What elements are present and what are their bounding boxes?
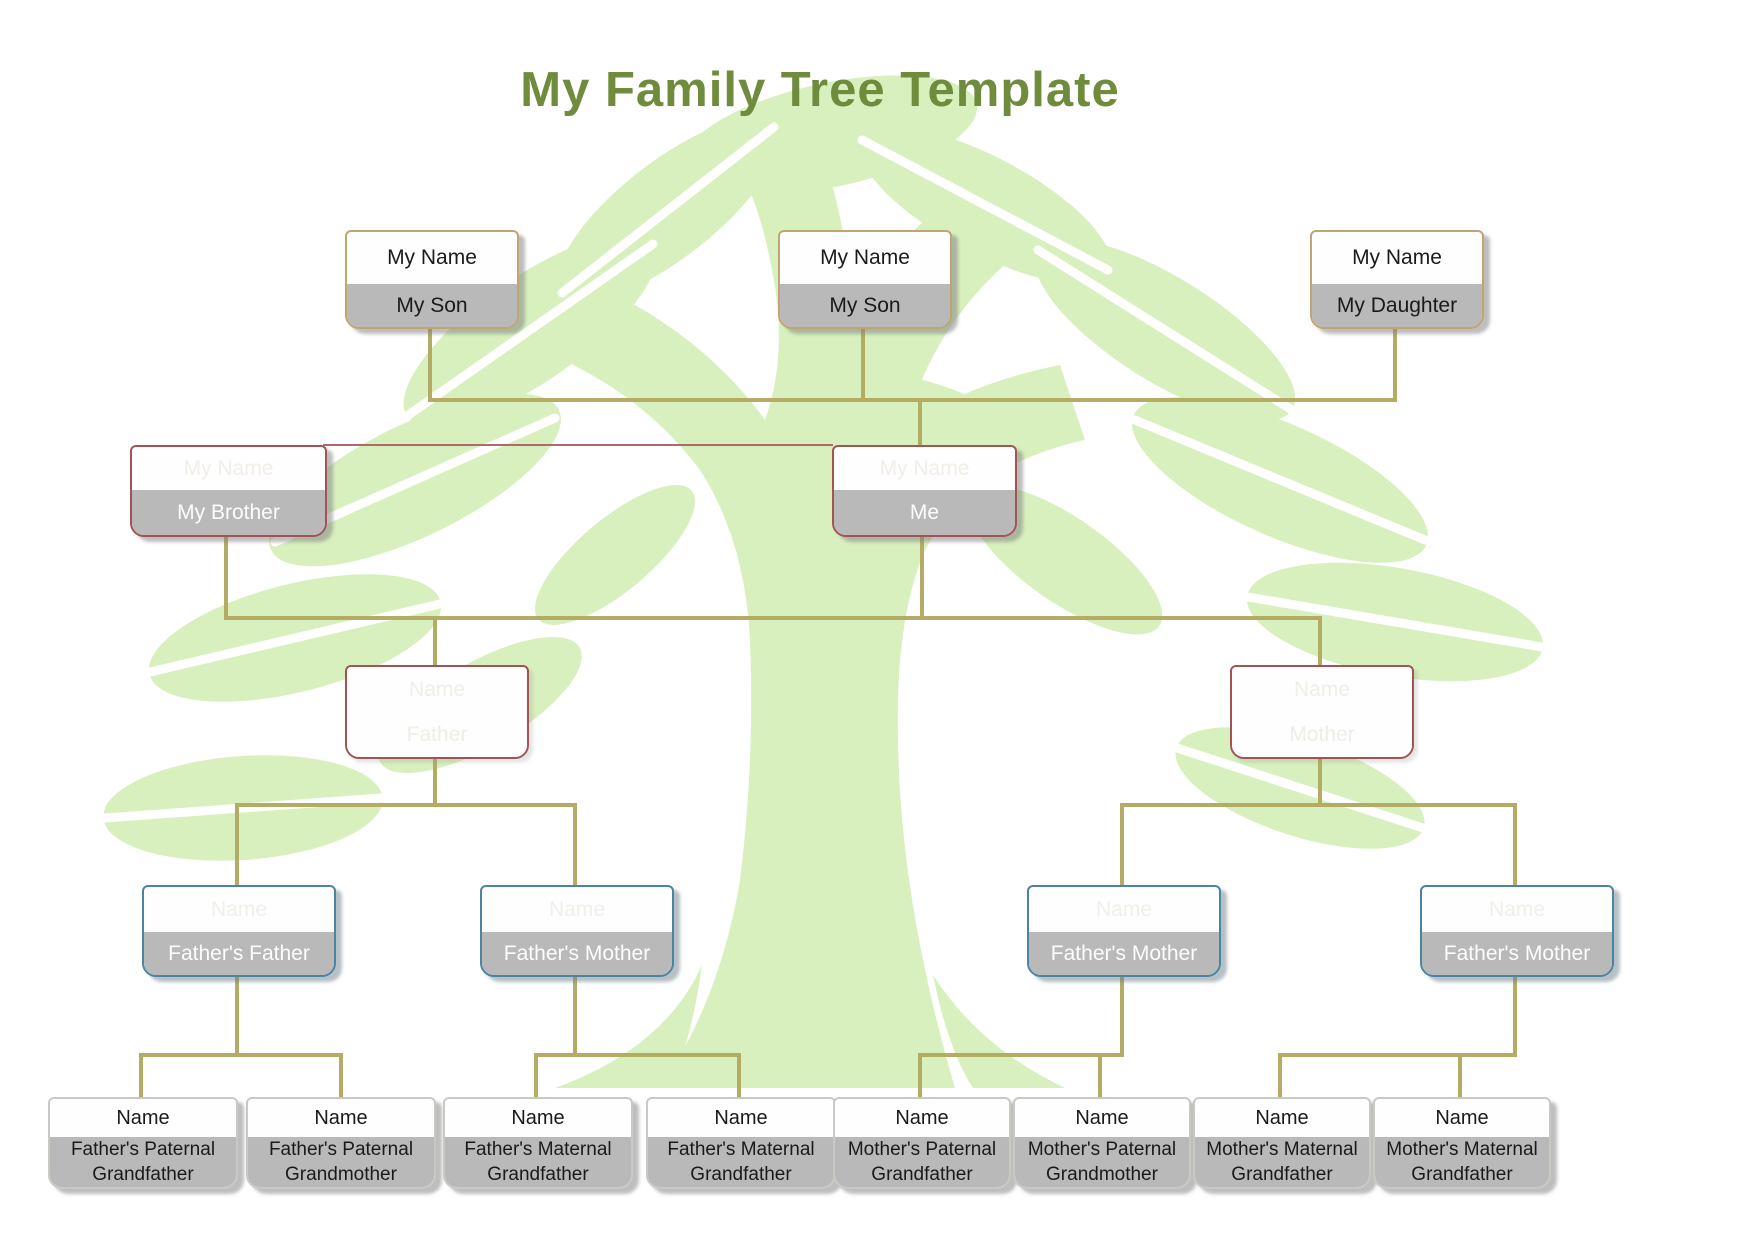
node-fathers-father[interactable] (142, 885, 336, 977)
name-field[interactable]: Name (408, 677, 466, 701)
role-field[interactable]: Me (834, 490, 1015, 535)
node-fathers-paternal-grandmother[interactable] (246, 1097, 436, 1189)
name-field[interactable]: My Name (387, 246, 477, 269)
role-field[interactable]: My Son (780, 284, 950, 327)
name-field[interactable]: My Name (1352, 246, 1442, 269)
name-field[interactable]: Name (314, 1106, 368, 1129)
name-field[interactable]: Name (1488, 897, 1546, 921)
name-field[interactable]: Name (1435, 1106, 1489, 1129)
role-field[interactable]: My Brother (132, 490, 325, 535)
node-my-son-2[interactable] (778, 230, 952, 329)
node-fathers-paternal-grandfather[interactable] (48, 1097, 238, 1189)
name-field[interactable]: Name (895, 1106, 949, 1129)
name-field[interactable]: Name (548, 897, 606, 921)
role-field[interactable]: My Daughter (1312, 284, 1482, 327)
page-title: My Family Tree Template (520, 63, 1120, 117)
node-father[interactable] (345, 665, 529, 759)
node-mother[interactable] (1230, 665, 1414, 759)
name-field[interactable]: Name (511, 1106, 565, 1129)
role-field[interactable]: My Son (347, 284, 517, 327)
name-field[interactable]: Name (1075, 1106, 1129, 1129)
role-field[interactable]: Father's Maternal Grandfather (445, 1137, 631, 1187)
name-field[interactable]: Name (1095, 897, 1153, 921)
node-fathers-mother-2[interactable] (1027, 885, 1221, 977)
node-mothers-maternal-grandfather-2[interactable] (1373, 1097, 1551, 1189)
role-field[interactable]: Mother's Paternal Grandfather (835, 1137, 1009, 1187)
node-my-brother[interactable] (130, 445, 327, 537)
role-field[interactable]: Mother's Maternal Grandfather (1195, 1137, 1369, 1187)
role-field[interactable]: Father's Mother (1422, 932, 1612, 975)
role-field[interactable]: Father's Paternal Grandfather (50, 1137, 236, 1187)
role-field[interactable]: Father's Paternal Grandmother (248, 1137, 434, 1187)
role-field[interactable]: Father (347, 712, 527, 757)
name-field[interactable]: My Name (183, 456, 274, 480)
name-field[interactable]: My Name (820, 246, 910, 269)
node-fathers-maternal-grandfather-2[interactable] (646, 1097, 836, 1189)
role-field[interactable]: Mother (1232, 712, 1412, 757)
node-fathers-mother-1[interactable] (480, 885, 674, 977)
name-field[interactable]: Name (1293, 677, 1351, 701)
node-me[interactable] (832, 445, 1017, 537)
node-fathers-mother-3[interactable] (1420, 885, 1614, 977)
node-fathers-maternal-grandfather-1[interactable] (443, 1097, 633, 1189)
name-field[interactable]: Name (116, 1106, 170, 1129)
name-field[interactable]: Name (1255, 1106, 1309, 1129)
node-my-son-1[interactable] (345, 230, 519, 329)
role-field[interactable]: Mother's Maternal Grandfather (1375, 1137, 1549, 1187)
node-my-daughter[interactable] (1310, 230, 1484, 329)
role-field[interactable]: Father's Mother (1029, 932, 1219, 975)
role-field[interactable]: Father's Maternal Grandfather (648, 1137, 834, 1187)
name-field[interactable]: Name (714, 1106, 768, 1129)
name-field[interactable]: Name (210, 897, 268, 921)
node-mothers-paternal-grandfather[interactable] (833, 1097, 1011, 1189)
role-field[interactable]: Mother's Paternal Grandmother (1015, 1137, 1189, 1187)
role-field[interactable]: Father's Mother (482, 932, 672, 975)
role-field[interactable]: Father's Father (144, 932, 334, 975)
name-field[interactable]: My Name (879, 456, 970, 480)
node-mothers-paternal-grandmother[interactable] (1013, 1097, 1191, 1189)
node-mothers-maternal-grandfather-1[interactable] (1193, 1097, 1371, 1189)
